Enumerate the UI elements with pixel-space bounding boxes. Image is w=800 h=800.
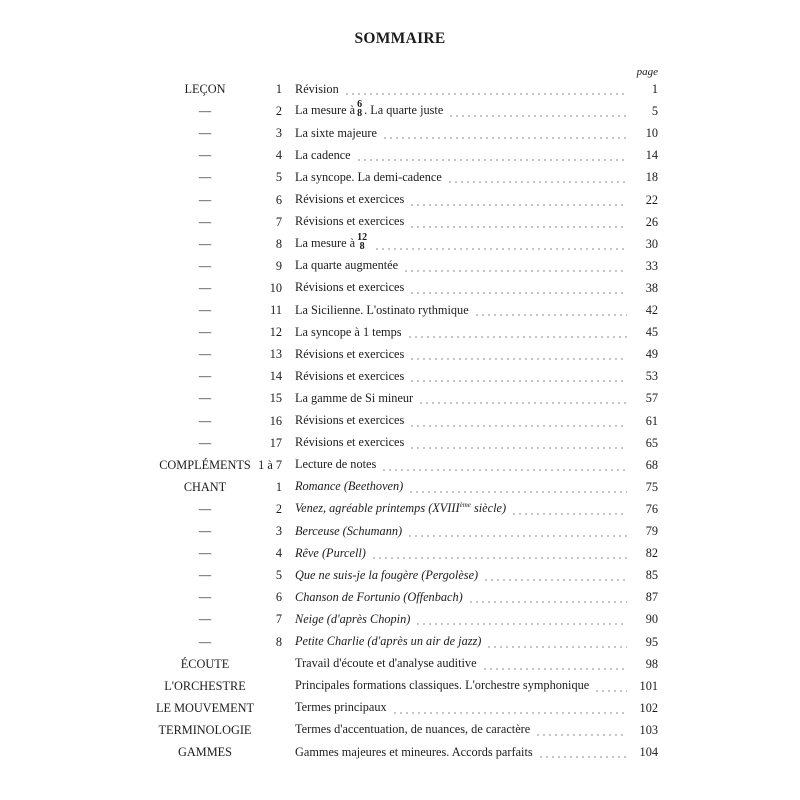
toc-section: — (198, 590, 212, 605)
toc-entry-title: Chanson de Fortunio (Offenbach) (295, 589, 463, 604)
toc-row (0, 564, 800, 586)
toc-page-number: 87 (645, 590, 658, 605)
toc-lesson-number: 1 (275, 479, 282, 494)
toc-page-number: 38 (645, 280, 658, 295)
toc-lesson-number: 6 (275, 590, 282, 605)
dot-leader (535, 719, 627, 741)
toc-section: — (198, 280, 212, 295)
toc-row (0, 211, 800, 233)
dot-leader (418, 387, 627, 409)
toc-lesson-number (225, 697, 282, 719)
toc-entry-title: Petite Charlie (d'après un air de jazz) (295, 634, 482, 648)
toc-row (0, 299, 800, 321)
toc-lesson-number: 14 (269, 369, 282, 384)
toc-row (0, 343, 800, 365)
toc-page-number: 76 (645, 501, 658, 516)
toc-row (0, 498, 800, 520)
toc-entry (295, 410, 627, 432)
toc-entry (295, 166, 627, 188)
dot-leader (409, 410, 627, 432)
toc-row (0, 78, 800, 100)
dot-leader (447, 166, 627, 188)
toc-page-number: 79 (645, 524, 658, 538)
toc-entry (295, 741, 627, 763)
toc-entry-title: Révisions et exercices (295, 368, 405, 383)
dot-leader (381, 454, 627, 476)
dot-leader (511, 498, 627, 520)
toc-row (0, 166, 800, 188)
toc-page-number: 98 (645, 656, 658, 671)
toc-row (0, 410, 800, 432)
toc-section: — (198, 546, 212, 561)
toc-section: — (198, 104, 212, 119)
toc-entry (295, 719, 627, 741)
dot-leader (409, 343, 627, 365)
toc-entry-title: Gammes majeures et mineures. Accords parfaits (295, 744, 533, 759)
dot-leader (448, 100, 627, 122)
toc-page-number: 95 (645, 634, 658, 649)
toc-entry-title: Rêve (Purcell) (295, 545, 366, 560)
toc-entry (295, 277, 627, 299)
toc-entry-title: La cadence (295, 147, 351, 162)
toc-entry (295, 233, 627, 255)
toc-page-number: 75 (645, 479, 658, 494)
time-signature: 6 8 (357, 100, 363, 120)
toc-entry (295, 476, 627, 498)
toc-page-number: 1 (651, 82, 658, 96)
toc-lesson-number (225, 719, 282, 741)
toc-row (0, 365, 800, 387)
toc-section: — (198, 148, 212, 163)
toc-row (0, 697, 800, 719)
toc-page-number: 65 (645, 435, 658, 450)
dot-leader (392, 697, 627, 719)
toc-entry (295, 211, 627, 233)
dot-leader (407, 321, 627, 343)
toc-entry-title: Berceuse (Schumann) (295, 523, 403, 538)
toc-row (0, 741, 800, 763)
toc-row (0, 586, 800, 608)
toc-page-number: 101 (639, 678, 658, 693)
toc-page-number: 33 (645, 258, 658, 273)
dot-leader (468, 586, 627, 608)
toc-lesson-number: 6 (275, 192, 282, 207)
toc-entry-title: Révisions et exercices (295, 214, 405, 229)
toc-row (0, 100, 800, 122)
toc-row (0, 631, 800, 653)
dot-leader (415, 608, 627, 630)
toc-page-number: 57 (645, 391, 658, 406)
toc-section: — (198, 612, 212, 627)
toc-entry (295, 608, 627, 630)
toc-entry-title: Principales formations classiques. L'orchestre symphonique (295, 678, 590, 693)
toc-entry-title: Que ne suis-je la fougère (Pergolèse) (295, 567, 479, 582)
toc-page-number: 90 (645, 612, 658, 627)
toc-entry-title: Révisions et exercices (295, 192, 405, 206)
toc-page-number: 10 (645, 126, 658, 141)
dot-leader (409, 189, 627, 211)
toc-section: — (198, 236, 212, 251)
toc-entry-title: La gamme de Si mineur (295, 390, 414, 405)
toc-section: ÉCOUTE (180, 656, 230, 671)
toc-lesson-number: 4 (275, 148, 282, 163)
toc-section: — (198, 435, 212, 450)
toc-section: LEÇON (184, 82, 226, 96)
dot-leader (356, 144, 627, 166)
toc-lesson-number: 11 (270, 303, 282, 317)
toc-entry (295, 586, 627, 608)
toc-section: COMPLÉMENTS (159, 457, 251, 472)
toc-section: — (198, 634, 212, 649)
page-title: SOMMAIRE (354, 30, 446, 47)
toc-entry-title: Lecture de notes (295, 457, 377, 472)
toc-lesson-number: 13 (269, 347, 282, 362)
toc-row (0, 189, 800, 211)
dot-leader (344, 78, 627, 100)
toc-entry (295, 454, 627, 476)
toc-row (0, 719, 800, 741)
toc-row (0, 144, 800, 166)
toc-entry (295, 653, 627, 675)
dot-leader (538, 741, 627, 763)
toc-entry-title: La sixte majeure (295, 125, 377, 140)
toc-section: — (198, 192, 212, 207)
toc-entry (295, 631, 627, 653)
toc-entry (295, 100, 627, 122)
toc-lesson-number: 3 (275, 524, 282, 538)
toc-entry-title: La syncope. La demi-cadence (295, 169, 442, 184)
toc-page-number: 82 (645, 546, 658, 561)
toc-lesson-number: 5 (275, 170, 282, 185)
toc-page-number: 30 (645, 236, 658, 251)
toc-page-number: 22 (645, 192, 658, 207)
toc-entry (295, 343, 627, 365)
toc-page-number: 103 (639, 722, 658, 737)
toc-section: CHANT (183, 479, 227, 494)
toc-page-number: 53 (645, 369, 658, 384)
dot-leader (371, 542, 627, 564)
toc-row (0, 675, 800, 697)
toc-section: — (198, 325, 212, 340)
time-signature: 12 8 (357, 232, 368, 252)
toc-lesson-number: 1 à 7 (258, 457, 282, 472)
toc-lesson-number: 10 (269, 280, 282, 295)
toc-row (0, 233, 800, 255)
toc-lesson-number: 8 (275, 236, 282, 251)
toc-page-number: 104 (639, 745, 658, 759)
toc-page-number: 5 (651, 104, 658, 119)
dot-leader (382, 122, 627, 144)
toc-entry (295, 321, 627, 343)
toc-section: — (198, 170, 212, 185)
toc-lesson-number: 15 (269, 391, 282, 406)
toc-lesson-number (225, 741, 282, 763)
toc-lesson-number: 3 (275, 126, 282, 141)
toc-section: — (198, 501, 212, 516)
toc-page-number: 61 (645, 413, 658, 428)
toc-entry-title: La mesure à 12 8 (295, 232, 368, 252)
toc-entry (295, 387, 627, 409)
toc-entry (295, 498, 627, 520)
toc-row (0, 542, 800, 564)
dot-leader (409, 211, 627, 233)
toc-entry (295, 675, 627, 697)
dot-leader (409, 277, 627, 299)
toc-row (0, 653, 800, 675)
toc-lesson-number: 1 (275, 82, 282, 96)
toc-row (0, 387, 800, 409)
toc-entry-title: La syncope à 1 temps (295, 324, 402, 339)
toc-lesson-number: 7 (275, 612, 282, 627)
dot-leader (594, 675, 627, 697)
toc-section: L'ORCHESTRE (164, 678, 246, 693)
toc-page-number: 68 (645, 457, 658, 472)
toc-section: — (198, 347, 212, 362)
toc-lesson-number: 7 (275, 214, 282, 229)
toc-page-number: 14 (645, 148, 658, 163)
toc-entry (295, 122, 627, 144)
toc-entry-title: Romance (Beethoven) (295, 479, 404, 494)
toc-page-number: 49 (645, 347, 658, 362)
toc-page-number: 42 (645, 303, 658, 317)
toc-entry (295, 542, 627, 564)
toc-row (0, 277, 800, 299)
toc-row (0, 520, 800, 542)
toc-entry-title: Révisions et exercices (295, 413, 405, 427)
toc-lesson-number: 5 (275, 568, 282, 583)
toc-entry-title: La Sicilienne. L'ostinato rythmique (295, 302, 469, 317)
toc-section: — (198, 303, 212, 317)
toc-section: — (198, 258, 212, 273)
toc-section: — (198, 524, 212, 538)
toc-page-number: 18 (645, 170, 658, 185)
dot-leader (483, 564, 627, 586)
toc-row (0, 432, 800, 454)
toc-entry (295, 697, 627, 719)
toc-entry (295, 144, 627, 166)
toc-entry (295, 189, 627, 211)
toc-section: TERMINOLOGIE (158, 722, 252, 737)
toc-lesson-number: 16 (269, 413, 282, 428)
toc-entry-title: Révisions et exercices (295, 435, 405, 450)
toc-entry (295, 299, 627, 321)
toc-row (0, 454, 800, 476)
toc-entry-title: Termes principaux (295, 700, 387, 715)
toc-entry (295, 365, 627, 387)
dot-leader (403, 255, 627, 277)
toc-page-number: 102 (639, 700, 658, 715)
toc-entry (295, 255, 627, 277)
toc-entry-title: Révisions et exercices (295, 280, 405, 295)
toc-entry-title: La mesure à 6 8 . La quarte juste (295, 100, 444, 120)
toc-lesson-number (225, 675, 282, 697)
toc-page-number: 26 (645, 214, 658, 229)
toc-entry-title: Venez, agréable printemps (XVIIIème siècle) (295, 501, 507, 516)
toc-lesson-number: 12 (269, 325, 282, 340)
dot-leader (374, 233, 627, 255)
toc-row (0, 608, 800, 630)
toc-section: — (198, 413, 212, 428)
toc-section: — (198, 568, 212, 583)
toc-section: LE MOUVEMENT (155, 700, 255, 715)
toc-lesson-number: 17 (269, 435, 282, 450)
toc-row (0, 476, 800, 498)
toc-page-number: 45 (645, 325, 658, 340)
page-column-header: page (636, 66, 658, 78)
toc-row (0, 255, 800, 277)
dot-leader (482, 653, 627, 675)
toc-section: — (198, 214, 212, 229)
toc-section: — (198, 369, 212, 384)
dot-leader (407, 520, 627, 542)
dot-leader (409, 365, 627, 387)
toc-lesson-number (225, 653, 282, 675)
toc-row (0, 321, 800, 343)
toc-section: — (198, 126, 212, 141)
toc-entry-title: Travail d'écoute et d'analyse auditive (295, 656, 477, 671)
toc-entry (295, 78, 627, 100)
toc-lesson-number: 2 (275, 501, 282, 516)
dot-leader (486, 631, 627, 653)
toc-entry (295, 564, 627, 586)
toc-entry-title: Neige (d'après Chopin) (295, 611, 411, 626)
toc-lesson-number: 9 (275, 258, 282, 273)
toc-lesson-number: 2 (275, 104, 282, 119)
toc-entry-title: Termes d'accentuation, de nuances, de caractère (295, 722, 531, 737)
dot-leader (408, 476, 627, 498)
toc-row (0, 122, 800, 144)
toc-lesson-number: 4 (275, 546, 282, 561)
toc-section: GAMMES (178, 745, 232, 759)
toc-entry-title: Révisions et exercices (295, 346, 405, 361)
toc-entry (295, 432, 627, 454)
toc-lesson-number: 8 (275, 634, 282, 649)
dot-leader (474, 299, 627, 321)
toc-page-number: 85 (645, 568, 658, 583)
dot-leader (409, 432, 627, 454)
toc-entry-title: La quarte augmentée (295, 258, 399, 273)
toc-section: — (198, 391, 212, 406)
toc-entry-title: Révision (295, 81, 339, 96)
toc-entry (295, 520, 627, 542)
